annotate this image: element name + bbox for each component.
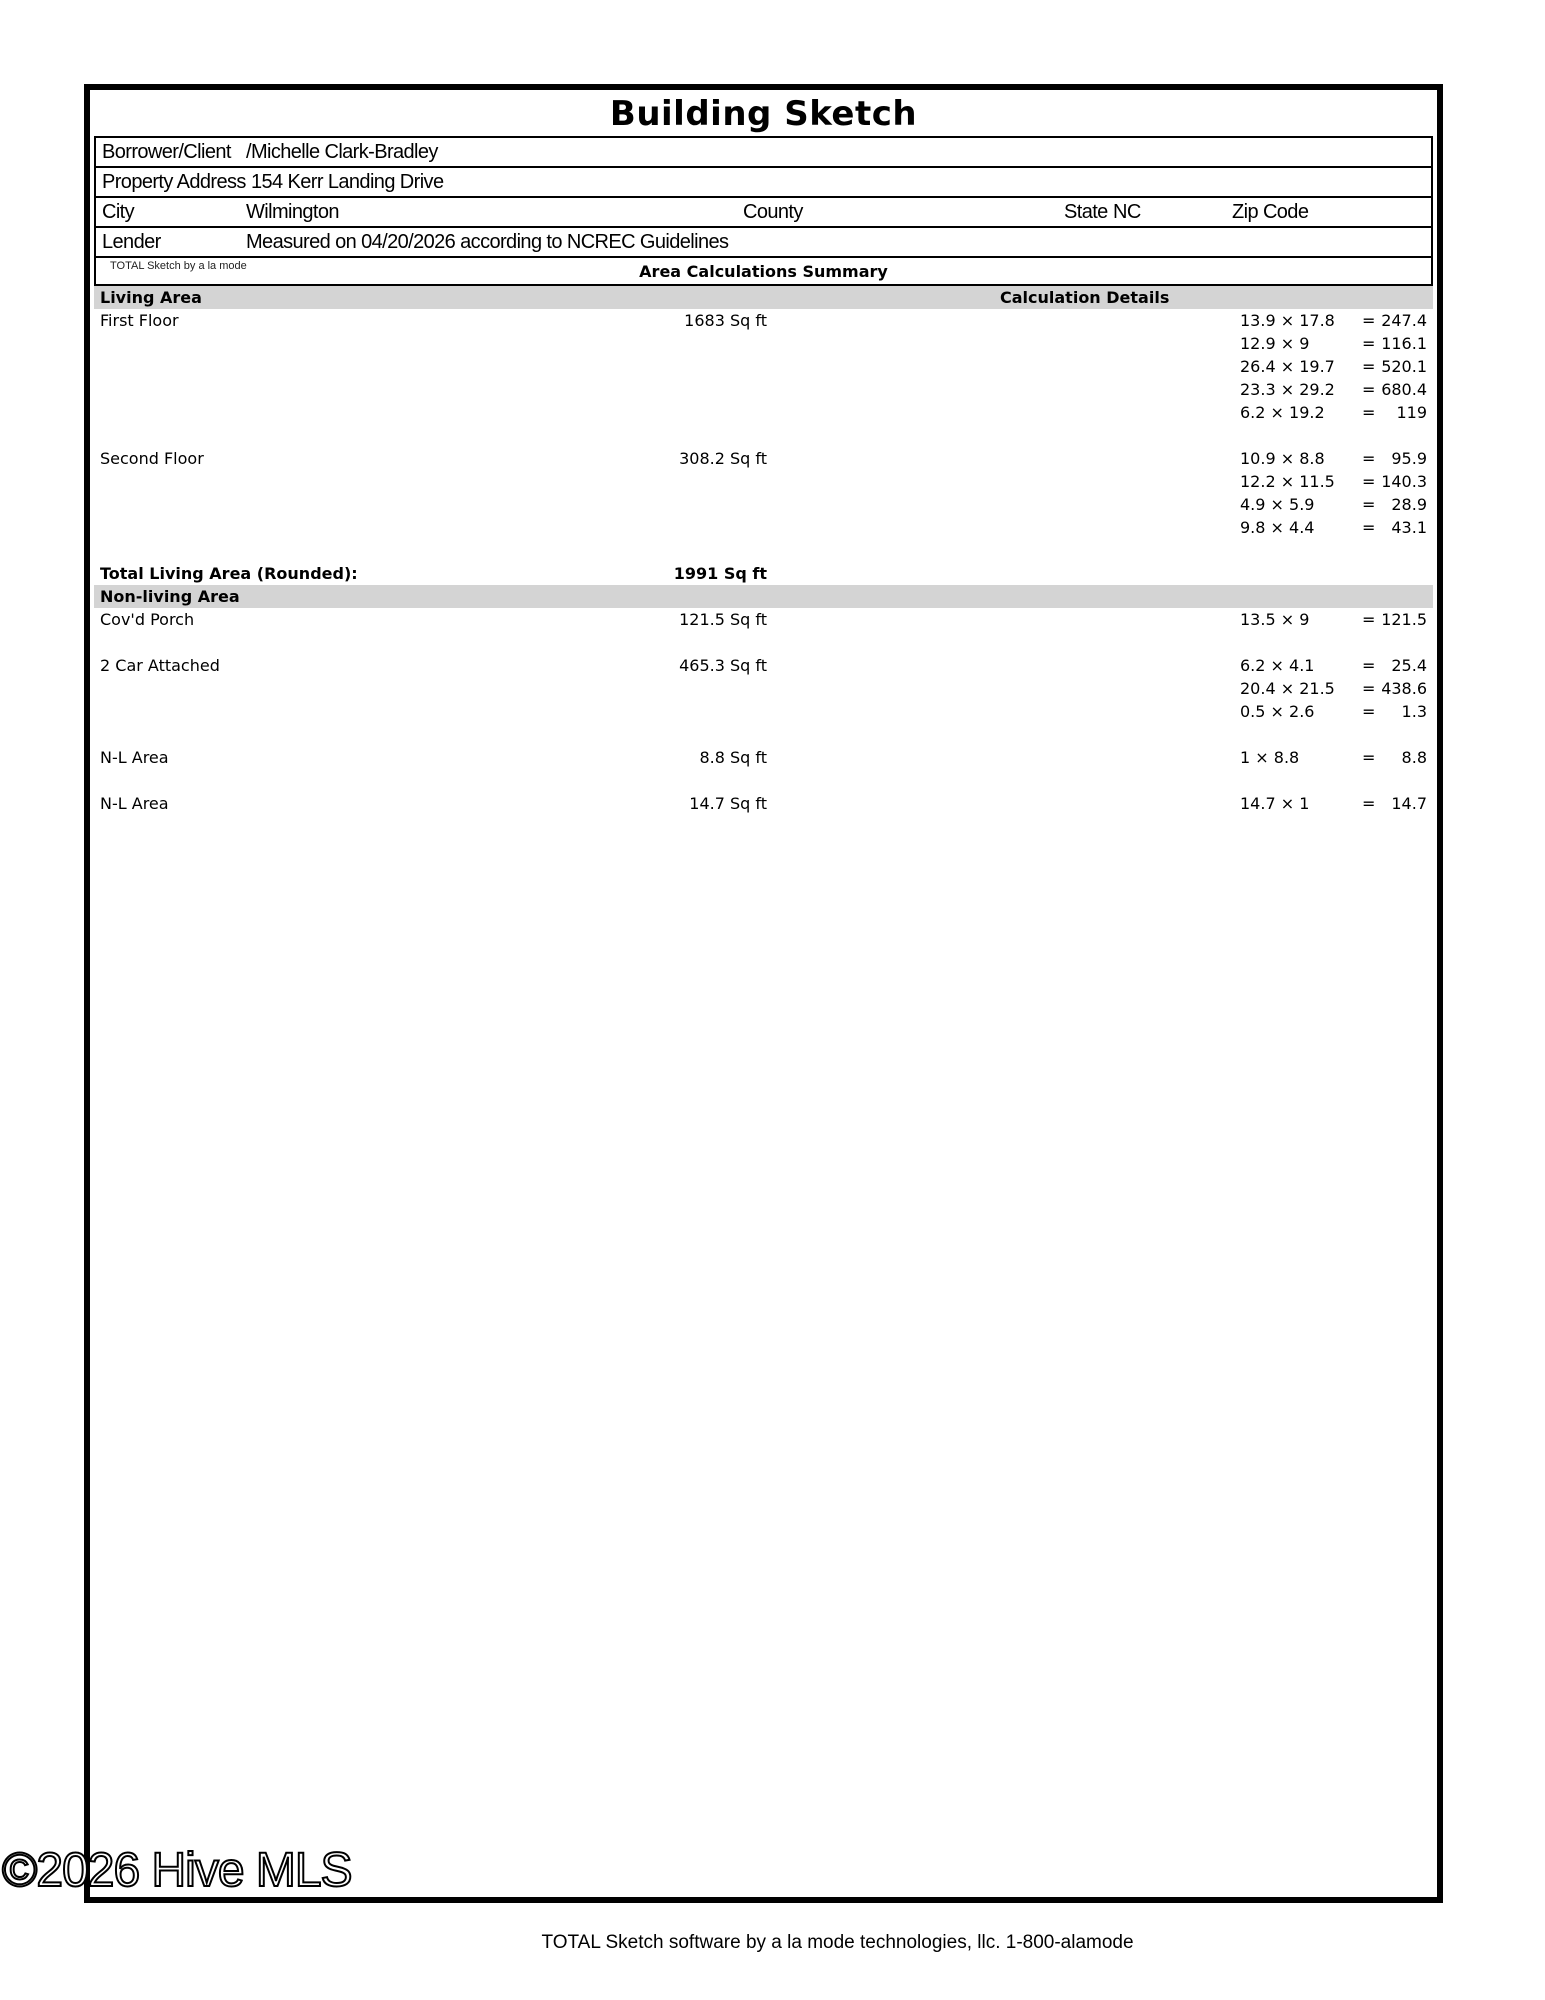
table-row <box>94 470 1433 493</box>
table-row <box>94 378 1433 401</box>
borrower-row <box>94 138 1433 168</box>
row-name: First Floor <box>100 311 179 330</box>
info-table <box>94 136 1433 288</box>
row-equals: = <box>1362 472 1376 491</box>
row-equals: = <box>1362 380 1376 399</box>
row-equals: = <box>1362 702 1376 721</box>
table-row <box>94 401 1433 424</box>
row-name: 2 Car Attached <box>100 656 220 675</box>
row-area: 1683 Sq ft <box>684 311 767 330</box>
row-equals: = <box>1362 311 1376 330</box>
page-title: Building Sketch <box>609 94 918 134</box>
row-equals: = <box>1362 748 1376 767</box>
row-result: 119 <box>1396 403 1427 422</box>
row-result: 438.6 <box>1381 679 1427 698</box>
row-calc: 9.8 × 4.4 <box>1240 518 1315 537</box>
row-equals: = <box>1362 449 1376 468</box>
row-area: 465.3 Sq ft <box>679 656 767 675</box>
row-calc: 23.3 × 29.2 <box>1240 380 1335 399</box>
row-equals: = <box>1362 334 1376 353</box>
table-row <box>94 746 1433 769</box>
row-calc: 10.9 × 8.8 <box>1240 449 1325 468</box>
borrower-value: /Michelle Clark-Bradley <box>246 141 438 163</box>
row-result: 28.9 <box>1391 495 1427 514</box>
row-result: 520.1 <box>1381 357 1427 376</box>
total-living-value: 1991 Sq ft <box>673 564 767 583</box>
table-row <box>94 700 1433 723</box>
living-area-header <box>94 286 1433 309</box>
address-row <box>94 168 1433 198</box>
county-label: County <box>743 201 803 223</box>
row-result: 43.1 <box>1391 518 1427 537</box>
table-row <box>94 539 1433 562</box>
row-result: 14.7 <box>1391 794 1427 813</box>
row-equals: = <box>1362 518 1376 537</box>
brand-small-text: TOTAL Sketch by a la mode <box>110 260 247 272</box>
row-area: 308.2 Sq ft <box>679 449 767 468</box>
table-row <box>94 516 1433 539</box>
lender-value: Measured on 04/20/2026 according to NCREC Guidelines <box>246 231 729 253</box>
row-area: 14.7 Sq ft <box>689 794 767 813</box>
state-label: State <box>1064 201 1108 223</box>
table-row <box>94 424 1433 447</box>
row-name: N-L Area <box>100 748 169 767</box>
table-row <box>94 769 1433 792</box>
state-value: NC <box>1113 201 1141 223</box>
row-result: 95.9 <box>1391 449 1427 468</box>
row-equals: = <box>1362 610 1376 629</box>
nonliving-area-label: Non-living Area <box>100 587 240 606</box>
city-row <box>94 198 1433 228</box>
address-value: 154 Kerr Landing Drive <box>251 171 444 193</box>
row-calc: 14.7 × 1 <box>1240 794 1310 813</box>
row-calc: 20.4 × 21.5 <box>1240 679 1335 698</box>
city-value: Wilmington <box>246 201 339 223</box>
calculation-details-label: Calculation Details <box>1000 288 1170 307</box>
summary-row <box>94 258 1433 288</box>
table-row <box>94 654 1433 677</box>
area-calculations <box>94 286 1433 815</box>
row-equals: = <box>1362 679 1376 698</box>
row-result: 247.4 <box>1381 311 1427 330</box>
row-name: Cov'd Porch <box>100 610 195 629</box>
nonliving-area-rows <box>94 608 1433 815</box>
row-calc: 12.9 × 9 <box>1240 334 1310 353</box>
row-calc: 26.4 × 19.7 <box>1240 357 1335 376</box>
row-calc: 13.9 × 17.8 <box>1240 311 1335 330</box>
living-area-rows <box>94 309 1433 562</box>
nonliving-area-header <box>94 585 1433 608</box>
row-result: 121.5 <box>1381 610 1427 629</box>
table-row <box>94 792 1433 815</box>
zip-label: Zip Code <box>1232 201 1309 223</box>
row-equals: = <box>1362 495 1376 514</box>
lender-label: Lender <box>102 231 161 253</box>
table-row <box>94 493 1433 516</box>
row-equals: = <box>1362 357 1376 376</box>
city-label: City <box>102 201 135 223</box>
table-row <box>94 677 1433 700</box>
row-area: 121.5 Sq ft <box>679 610 767 629</box>
table-row <box>94 631 1433 654</box>
address-label: Property Address <box>102 171 246 193</box>
row-name: N-L Area <box>100 794 169 813</box>
row-calc: 4.9 × 5.9 <box>1240 495 1315 514</box>
footer-text: TOTAL Sketch software by a la mode technologies, llc. 1-800-alamode <box>541 1932 1134 1953</box>
row-result: 8.8 <box>1401 748 1427 767</box>
lender-row <box>94 228 1433 258</box>
row-result: 1.3 <box>1401 702 1427 721</box>
table-row <box>94 355 1433 378</box>
row-result: 116.1 <box>1381 334 1427 353</box>
row-calc: 1 × 8.8 <box>1240 748 1300 767</box>
total-living-label: Total Living Area (Rounded): <box>100 564 358 583</box>
watermark: ©2026 Hive MLS <box>2 1844 352 1897</box>
row-equals: = <box>1362 656 1376 675</box>
row-result: 140.3 <box>1381 472 1427 491</box>
row-result: 25.4 <box>1391 656 1427 675</box>
row-area: 8.8 Sq ft <box>699 748 767 767</box>
table-row <box>94 447 1433 470</box>
total-living-row <box>94 562 1433 585</box>
row-name: Second Floor <box>100 449 204 468</box>
table-row <box>94 332 1433 355</box>
row-calc: 6.2 × 4.1 <box>1240 656 1315 675</box>
borrower-label: Borrower/Client <box>102 141 231 163</box>
page-frame <box>84 84 1443 1903</box>
table-row <box>94 723 1433 746</box>
summary-title: Area Calculations Summary <box>639 262 888 281</box>
row-equals: = <box>1362 794 1376 813</box>
living-area-label: Living Area <box>100 288 202 307</box>
row-result: 680.4 <box>1381 380 1427 399</box>
row-equals: = <box>1362 403 1376 422</box>
table-row <box>94 309 1433 332</box>
row-calc: 0.5 × 2.6 <box>1240 702 1315 721</box>
table-row <box>94 608 1433 631</box>
row-calc: 13.5 × 9 <box>1240 610 1310 629</box>
row-calc: 6.2 × 19.2 <box>1240 403 1325 422</box>
row-calc: 12.2 × 11.5 <box>1240 472 1335 491</box>
